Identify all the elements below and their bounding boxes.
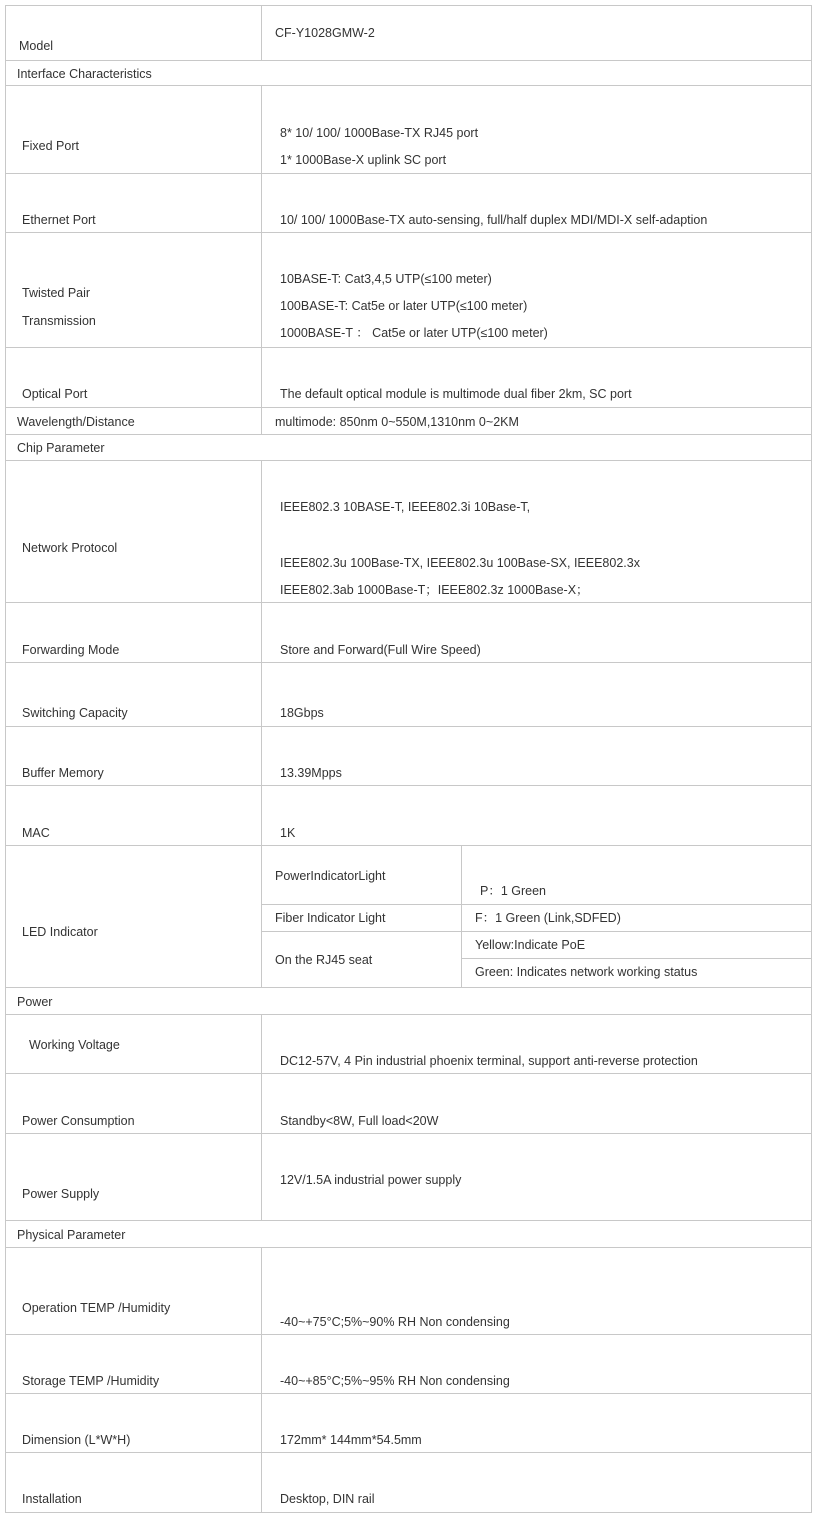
row-twisted-pair [6, 233, 811, 348]
row-installation [6, 1453, 811, 1512]
wavelength-label: Wavelength/Distance [17, 415, 135, 429]
ethernet-port-label: Ethernet Port [22, 213, 96, 227]
fiber-light-label: Fiber Indicator Light [275, 911, 386, 925]
power-supply-value: 12V/1.5A industrial power supply [280, 1173, 462, 1187]
section-physical [6, 1221, 811, 1248]
optical-port-value: The default optical module is multimode dual fiber 2km, SC port [280, 387, 632, 401]
label-cell [6, 1394, 262, 1452]
twisted-pair-line-3: 1000BASE-T ： Cat5e or later UTP(≤100 meter) [280, 326, 548, 340]
label-cell [6, 1134, 262, 1220]
label-cell [6, 727, 262, 785]
value-cell [262, 408, 811, 434]
mac-label: MAC [22, 826, 50, 840]
row-buffer-memory [6, 727, 811, 786]
power-supply-label: Power Supply [22, 1187, 100, 1201]
label-cell [6, 174, 262, 232]
network-protocol-line-1: IEEE802.3 10BASE-T, IEEE802.3i 10Base-T, [280, 500, 531, 514]
section-title: Interface Characteristics [17, 67, 152, 81]
label-cell [6, 86, 262, 173]
row-working-voltage [6, 1015, 811, 1074]
power-consumption-label: Power Consumption [22, 1114, 135, 1128]
buffer-memory-label: Buffer Memory [22, 766, 104, 780]
value-cell [262, 1394, 811, 1452]
row-power-consumption [6, 1074, 811, 1134]
network-protocol-label: Network Protocol [22, 541, 118, 555]
operation-temp-label: Operation TEMP /Humidity [22, 1301, 171, 1315]
value-cell [262, 1134, 811, 1220]
row-fixed-port [6, 86, 811, 174]
label-cell [6, 408, 262, 434]
value-cell [262, 786, 811, 845]
value-cell [262, 348, 811, 407]
label-cell [6, 1335, 262, 1393]
ethernet-port-value: 10/ 100/ 1000Base-TX auto-sensing, full/half duplex MDI/MDI-X self-adaption [280, 213, 708, 227]
storage-temp-value: -40~+85°C;5%~95% RH Non condensing [280, 1374, 510, 1388]
twisted-pair-line-2: 100BASE-T: Cat5e or later UTP(≤100 meter) [280, 299, 528, 313]
value-cell [262, 727, 811, 785]
row-operation-temp [6, 1248, 811, 1335]
forwarding-mode-label: Forwarding Mode [22, 643, 120, 657]
fixed-port-line-1: 8* 10/ 100/ 1000Base-TX RJ45 port [280, 126, 479, 140]
label-cell [6, 1015, 262, 1073]
row-wavelength [6, 408, 811, 435]
network-protocol-line-2: IEEE802.3u 100Base-TX, IEEE802.3u 100Base-SX, IEEE802.3x [280, 556, 640, 570]
twisted-pair-label-1: Twisted Pair [22, 286, 91, 300]
switching-capacity-label: Switching Capacity [22, 706, 128, 720]
buffer-memory-value: 13.39Mpps [280, 766, 342, 780]
label-cell [6, 846, 262, 987]
working-voltage-label: Working Voltage [29, 1038, 120, 1052]
dimension-value: 172mm* 144mm*54.5mm [280, 1433, 422, 1447]
fixed-port-label: Fixed Port [22, 139, 79, 153]
value-cell [262, 6, 811, 60]
rj45-label: On the RJ45 seat [275, 953, 373, 967]
label-cell [6, 348, 262, 407]
row-model [6, 6, 811, 61]
value-cell [262, 86, 811, 173]
storage-temp-label: Storage TEMP /Humidity [22, 1374, 160, 1388]
section-chip [6, 435, 811, 461]
label-cell [6, 603, 262, 662]
rj45-yellow: Yellow:Indicate PoE [475, 938, 586, 952]
led-row-divider [262, 904, 811, 905]
value-cell [262, 233, 811, 347]
row-storage-temp [6, 1335, 811, 1394]
value-cell [262, 461, 811, 602]
twisted-pair-label-2: Transmission [22, 314, 96, 328]
value-cell [262, 1015, 811, 1073]
fixed-port-line-2: 1* 1000Base-X uplink SC port [280, 153, 447, 167]
value-cell [262, 603, 811, 662]
section-title: Physical Parameter [17, 1228, 126, 1242]
value-cell [262, 1335, 811, 1393]
label-cell [6, 1074, 262, 1133]
forwarding-mode-value: Store and Forward(Full Wire Speed) [280, 643, 481, 657]
label-cell [6, 6, 262, 60]
dimension-label: Dimension (L*W*H) [22, 1433, 131, 1447]
led-subtable [262, 846, 811, 987]
optical-port-label: Optical Port [22, 387, 88, 401]
value-cell [262, 174, 811, 232]
power-light-label: PowerIndicatorLight [275, 869, 386, 883]
label-cell [6, 1453, 262, 1512]
mac-value: 1K [280, 826, 296, 840]
value-cell [262, 1248, 811, 1334]
row-switching-capacity [6, 663, 811, 727]
value-cell [262, 663, 811, 726]
value-cell [262, 1453, 811, 1512]
label-cell [6, 786, 262, 845]
section-power [6, 988, 811, 1015]
row-power-supply [6, 1134, 811, 1221]
row-led-indicator [6, 846, 811, 988]
value-cell [262, 1074, 811, 1133]
label-cell [6, 461, 262, 602]
led-col-divider [461, 846, 462, 988]
row-mac [6, 786, 811, 846]
wavelength-value: multimode: 850nm 0~550M,1310nm 0~2KM [275, 415, 519, 429]
section-interface [6, 61, 811, 86]
switching-capacity-value: 18Gbps [280, 706, 324, 720]
working-voltage-value: DC12-57V, 4 Pin industrial phoenix terminal, support anti-reverse protection [280, 1054, 698, 1068]
spec-table [5, 5, 812, 1513]
row-network-protocol [6, 461, 811, 603]
label-cell [6, 663, 262, 726]
twisted-pair-line-1: 10BASE-T: Cat3,4,5 UTP(≤100 meter) [280, 272, 492, 286]
rj45-green: Green: Indicates network working status [475, 965, 698, 979]
model-value: CF-Y1028GMW-2 [275, 26, 375, 40]
section-title: Chip Parameter [17, 441, 105, 455]
fiber-light-value: F：1 Green (Link,SDFED) [475, 911, 621, 925]
led-row-divider [461, 958, 811, 959]
installation-value: Desktop, DIN rail [280, 1492, 375, 1506]
led-row-divider [262, 931, 811, 932]
label-cell [6, 233, 262, 347]
row-forwarding-mode [6, 603, 811, 663]
section-title: Power [17, 995, 53, 1009]
network-protocol-line-3: IEEE802.3ab 1000Base-T；IEEE802.3z 1000Base-X； [280, 583, 589, 597]
power-light-value: P：1 Green [480, 884, 547, 898]
led-indicator-label: LED Indicator [22, 925, 98, 939]
model-label: Model [19, 39, 54, 53]
power-consumption-value: Standby<8W, Full load<20W [280, 1114, 439, 1128]
operation-temp-value: -40~+75°C;5%~90% RH Non condensing [280, 1315, 510, 1329]
row-optical-port [6, 348, 811, 408]
label-cell [6, 1248, 262, 1334]
row-dimension [6, 1394, 811, 1453]
row-ethernet-port [6, 174, 811, 233]
installation-label: Installation [22, 1492, 82, 1506]
